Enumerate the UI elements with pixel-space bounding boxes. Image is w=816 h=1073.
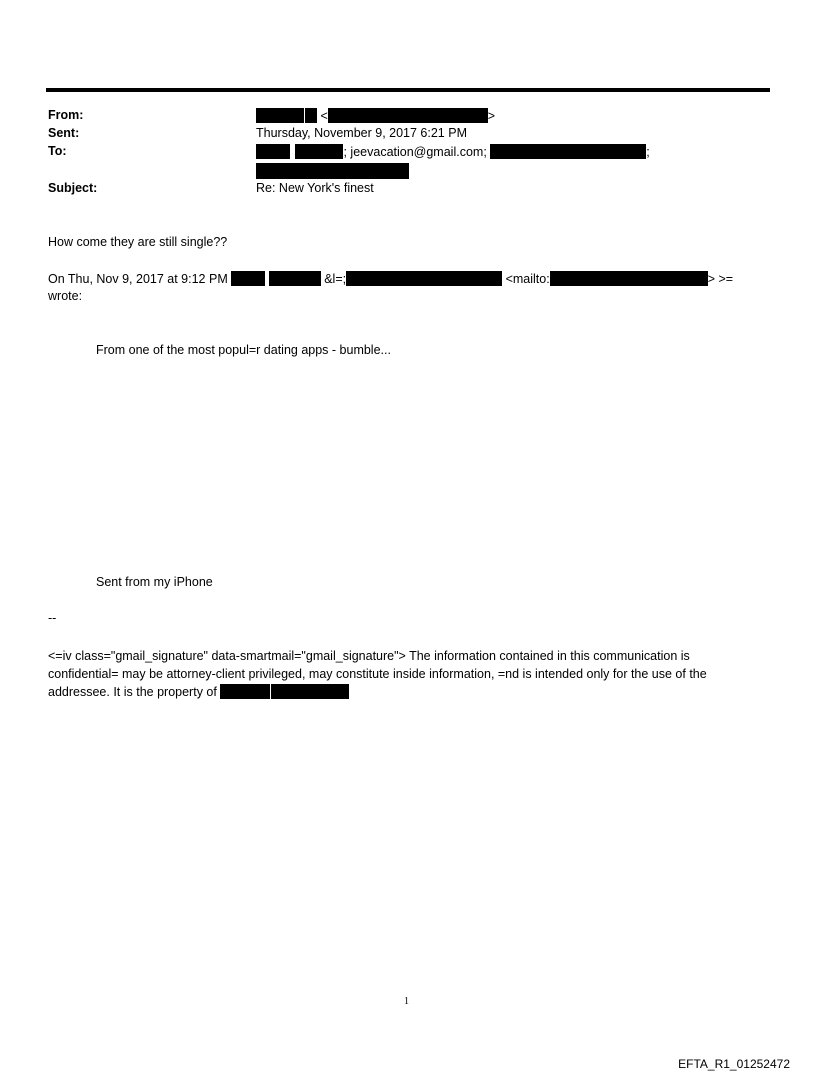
document-id: EFTA_R1_01252472	[678, 1057, 790, 1071]
redaction-block	[269, 271, 321, 286]
to-value	[256, 144, 650, 159]
redaction-block	[295, 144, 343, 159]
quote-mailto: <mailto:	[505, 272, 550, 286]
redaction-block	[305, 108, 317, 123]
to-trailing: ;	[646, 145, 650, 159]
signature-paragraph	[48, 647, 760, 701]
to-label: To:	[48, 144, 67, 158]
sent-from-line: Sent from my iPhone	[96, 575, 213, 589]
signature-text: <=iv class="gmail_signature" data-smartmail="gmail_signature"> The information contained in this communication is confidential= may be attorney-client privileged, may constitute inside information, =nd is intended only for the use of the addressee. It is the property of	[48, 649, 707, 699]
quote-prefix: On Thu, Nov 9, 2017 at 9:12 PM	[48, 272, 228, 286]
to-visible-address: ; jeevacation@gmail.com;	[343, 145, 487, 159]
from-label: From:	[48, 108, 84, 122]
redaction-block	[220, 684, 270, 699]
redaction-block	[256, 108, 304, 123]
quote-header	[48, 271, 733, 286]
reply-text: How come they are still single??	[48, 235, 228, 249]
quote-end: > >=	[707, 272, 734, 286]
redaction-block	[550, 271, 708, 286]
quoted-message: From one of the most popul=r dating apps - bumble...	[96, 343, 391, 357]
redaction-block	[231, 271, 265, 286]
subject-value: Re: New York's finest	[256, 181, 374, 195]
quote-wrote: wrote:	[48, 289, 83, 303]
from-close-bracket: >	[487, 109, 496, 123]
page-number: 1	[404, 996, 409, 1007]
redaction-block	[328, 108, 488, 123]
redaction-block	[490, 144, 646, 159]
sent-label: Sent:	[48, 126, 80, 140]
subject-label: Subject:	[48, 181, 98, 195]
redaction-block	[256, 163, 409, 179]
from-value	[256, 108, 495, 123]
from-open-bracket: <	[320, 109, 328, 123]
header-rule	[46, 88, 770, 92]
redaction-block	[346, 271, 502, 286]
sent-value: Thursday, November 9, 2017 6:21 PM	[256, 126, 467, 140]
quote-mid: &l=;	[324, 272, 347, 286]
redaction-block	[256, 144, 290, 159]
redaction-block	[271, 684, 349, 699]
signature-separator: --	[48, 611, 57, 625]
